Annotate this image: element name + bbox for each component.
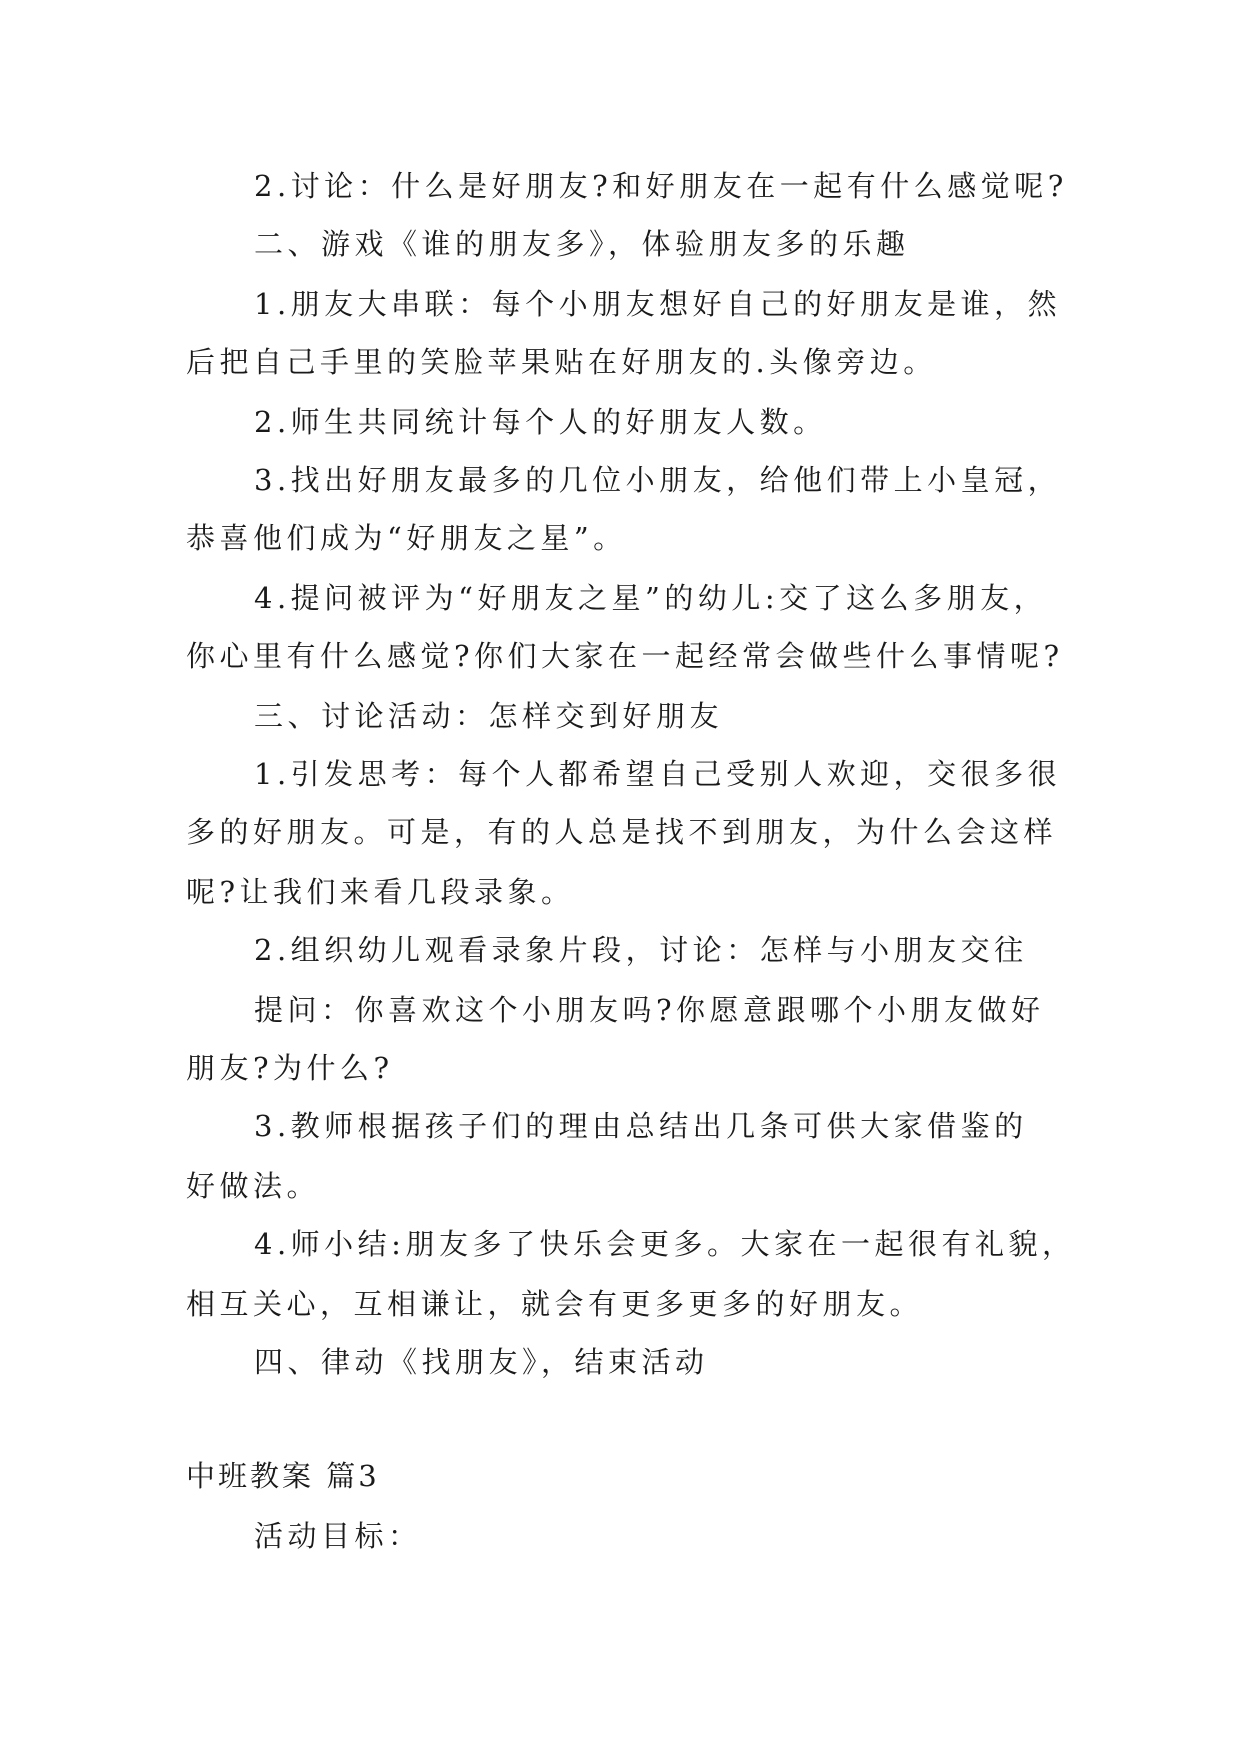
- paragraph-line: 提问：你喜欢这个小朋友吗?你愿意跟哪个小朋友做好: [254, 993, 1045, 1027]
- paragraph-line: 二、游戏《谁的朋友多》，体验朋友多的乐趣: [254, 227, 910, 261]
- paragraph-line: 3.教师根据孩子们的理由总结出几条可供大家借鉴的: [254, 1109, 1028, 1143]
- paragraph-line: 1.引发思考：每个人都希望自己受别人欢迎，交很多很: [254, 757, 1062, 791]
- paragraph-line: 你心里有什么感觉?你们大家在一起经常会做些什么事情呢?: [186, 639, 1064, 673]
- paragraph-line: 三、讨论活动：怎样交到好朋友: [254, 699, 724, 733]
- paragraph-line: 4.师小结:朋友多了快乐会更多。大家在一起很有礼貌，: [254, 1227, 1076, 1261]
- paragraph-line: 4.提问被评为“好朋友之星”的幼儿:交了这么多朋友，: [254, 581, 1048, 615]
- paragraph-line: 相互关心，互相谦让，就会有更多更多的好朋友。: [186, 1287, 924, 1321]
- paragraph-line: 呢?让我们来看几段录象。: [186, 875, 575, 909]
- paragraph-line: 3.找出好朋友最多的几位小朋友，给他们带上小皇冠，: [254, 463, 1062, 497]
- paragraph-line: 好做法。: [186, 1169, 321, 1203]
- paragraph-line: 多的好朋友。可是，有的人总是找不到朋友，为什么会这样: [186, 815, 1058, 849]
- paragraph-line: 2.师生共同统计每个人的好朋友人数。: [254, 405, 827, 439]
- paragraph-line: 1.朋友大串联：每个小朋友想好自己的好朋友是谁，然: [254, 287, 1062, 321]
- paragraph-line: 朋友?为什么?: [186, 1051, 394, 1085]
- paragraph-line: 恭喜他们成为“好朋友之星”。: [186, 521, 627, 555]
- paragraph-line: 四、律动《找朋友》，结束活动: [254, 1345, 709, 1379]
- paragraph-line: 2.讨论：什么是好朋友?和好朋友在一起有什么感觉呢?: [254, 169, 1068, 203]
- paragraph-line: 后把自己手里的笑脸苹果贴在好朋友的.头像旁边。: [186, 345, 937, 379]
- paragraph-line: 活动目标：: [254, 1519, 422, 1553]
- section-heading: 中班教案 篇3: [186, 1459, 380, 1493]
- paragraph-line: 2.组织幼儿观看录象片段，讨论：怎样与小朋友交往: [254, 933, 1028, 967]
